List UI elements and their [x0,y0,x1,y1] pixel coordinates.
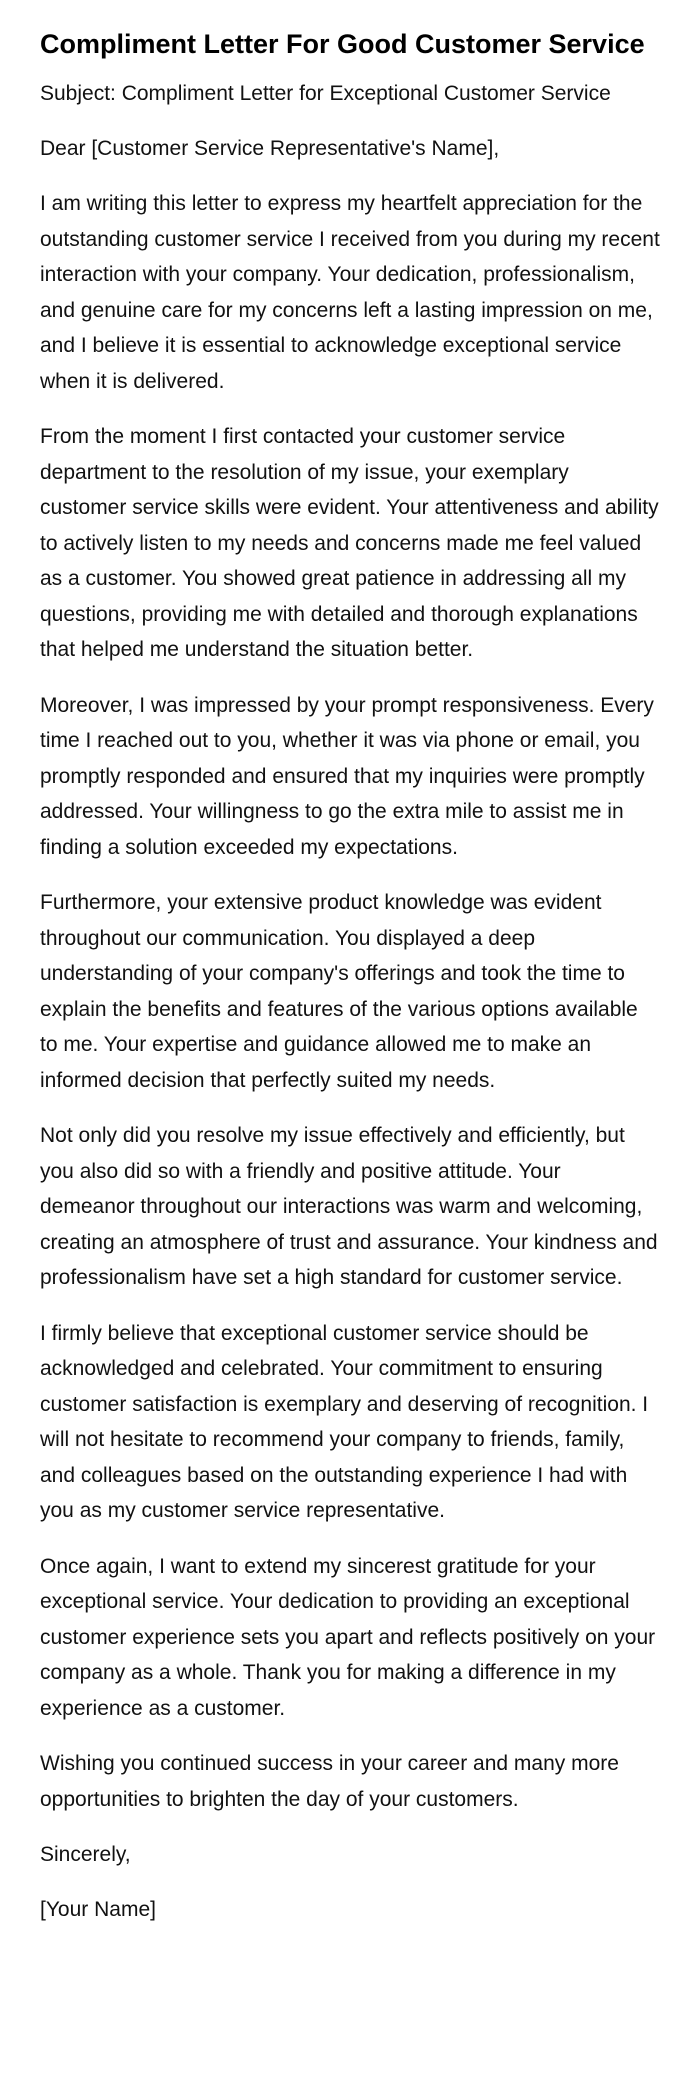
letter-closing: Sincerely, [40,1843,131,1866]
letter-subject: Subject: Compliment Letter for Exceptional Customer Service [40,82,611,105]
letter-paragraph-7: Once again, I want to extend my sincerest gratitude for your exceptional service. Your dedication to providing an exceptional customer experience sets you apart and reflects positively on your company as a whole. Thank you for making a difference in my experience as a customer. [40,1554,656,1720]
letter-paragraph-8: Wishing you continued success in your career and many more opportunities to brighten the day of your customers. [40,1752,619,1811]
letter-signature: [Your Name] [40,1898,156,1921]
page-title: Compliment Letter For Good Customer Service [40,29,645,59]
letter-salutation: Dear [Customer Service Representative's Name], [40,137,500,160]
letter-paragraph-4: Furthermore, your extensive product knowledge was evident throughout our communication. You displayed a deep understanding of your company's offerings and took the time to explain the benefits and features of the various options available to me. Your expertise and guidance allowed me to make an informed decision that perfectly suited my needs. [40,891,638,1092]
letter-paragraph-2: From the moment I first contacted your customer service department to the resolution of my issue, your exemplary customer service skills were evident. Your attentiveness and ability to actively listen to my needs and concerns made me feel valued as a customer. You showed great patience in addressing all my questions, providing me with detailed and thorough explanations that helped me understand the situation better. [40,425,659,661]
letter-paragraph-1: I am writing this letter to express my heartfelt appreciation for the outstanding customer service I received from you during my recent interaction with your company. Your dedication, professionalism, and genuine care for my concerns left a lasting impression on me, and I believe it is essential to acknowledge exceptional service when it is delivered. [40,192,660,393]
letter-paragraph-5: Not only did you resolve my issue effectively and efficiently, but you also did so with a friendly and positive attitude. Your demeanor throughout our interactions was warm and welcoming, creating an atmosphere of trust and assurance. Your kindness and professionalism have set a high standard for customer service. [40,1124,658,1289]
letter-paragraph-6: I firmly believe that exceptional customer service should be acknowledged and celebrated. Your commitment to ensuring customer satisfaction is exemplary and deserving of recognition. I will not hesitate to recommend your company to friends, family, and colleagues based on the outstanding experience I had with you as my customer service representative. [40,1321,649,1522]
letter-paragraph-3: Moreover, I was impressed by your prompt responsiveness. Every time I reached out to you, whether it was via phone or email, you promptly responded and ensured that my inquiries were promptly addressed. Your willingness to go the extra mile to assist me in finding a solution exceeded my expectations. [40,693,654,859]
